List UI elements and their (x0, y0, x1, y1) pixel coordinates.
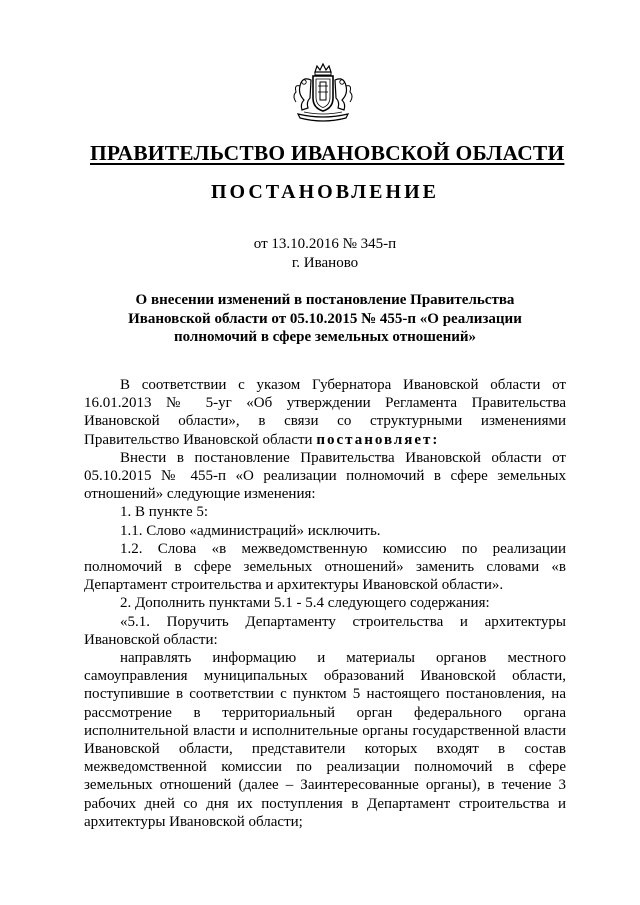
title-line: О внесении изменений в постановление Правительства (135, 292, 515, 308)
document-city: г. Иваново (291, 255, 359, 271)
resolves-keyword: постановляет: (316, 431, 440, 448)
title-line: полномочий в сфере земельных отношений» (173, 329, 476, 345)
coat-of-arms-icon (288, 62, 358, 122)
body-paragraph: 1.2. Слова «в межведомственную комиссию по реализации полномочий в сфере земельных отношений» заменить словами «в Департамент строительства и архитектуры Ивановской области». (84, 540, 566, 594)
document-date-number: от 13.10.2016 № 345-п (253, 236, 397, 252)
document-type: ПОСТАНОВЛЕНИЕ (211, 181, 439, 203)
body-paragraph: 2. Дополнить пунктами 5.1 - 5.4 следующего содержания: (120, 595, 490, 612)
preamble-text: В соответствии с указом Губернатора Ивановской области от 16.01.2013 № 5-уг «Об утверждении Регламента Правительства Ивановской области», в связи со структурными изменениями Правительство Ивановской области (84, 377, 566, 448)
document-body (84, 376, 566, 831)
title-line: Ивановской области от 05.10.2015 № 455-п «О реализации (128, 310, 522, 327)
document-title (100, 291, 550, 347)
body-paragraph: «5.1. Поручить Департаменту строительства и архитектуры Ивановской области: (84, 613, 566, 648)
body-paragraph: 1.1. Слово «администраций» исключить. (120, 522, 381, 539)
government-name: ПРАВИТЕЛЬСТВО ИВАНОВСКОЙ ОБЛАСТИ (90, 141, 565, 165)
body-paragraph: 1. В пункте 5: (120, 504, 209, 521)
body-paragraph: направлять информацию и материалы органов местного самоуправления муниципальных образований Ивановской области, поступившие в соответствии с пунктом 5 настоящего постановления, на рассмотрение в территориальный орган федерального органа исполнительной власти и исполнительные органы государственной власти Ивановской области, представители которых входят в состав межведомственной комиссии по реализации полномочий в сфере земельных отношений (далее – Заинтересованные органы), в течение 3 рабочих дней со дня их поступления в Департамент строительства и архитектуры Ивановской области; (84, 650, 566, 830)
body-paragraph-preamble (84, 376, 566, 449)
body-paragraph: Внести в постановление Правительства Ивановской области от 05.10.2015 № 455-п «О реализации полномочий в сфере земельных отношений» следующие изменения: (84, 449, 566, 503)
